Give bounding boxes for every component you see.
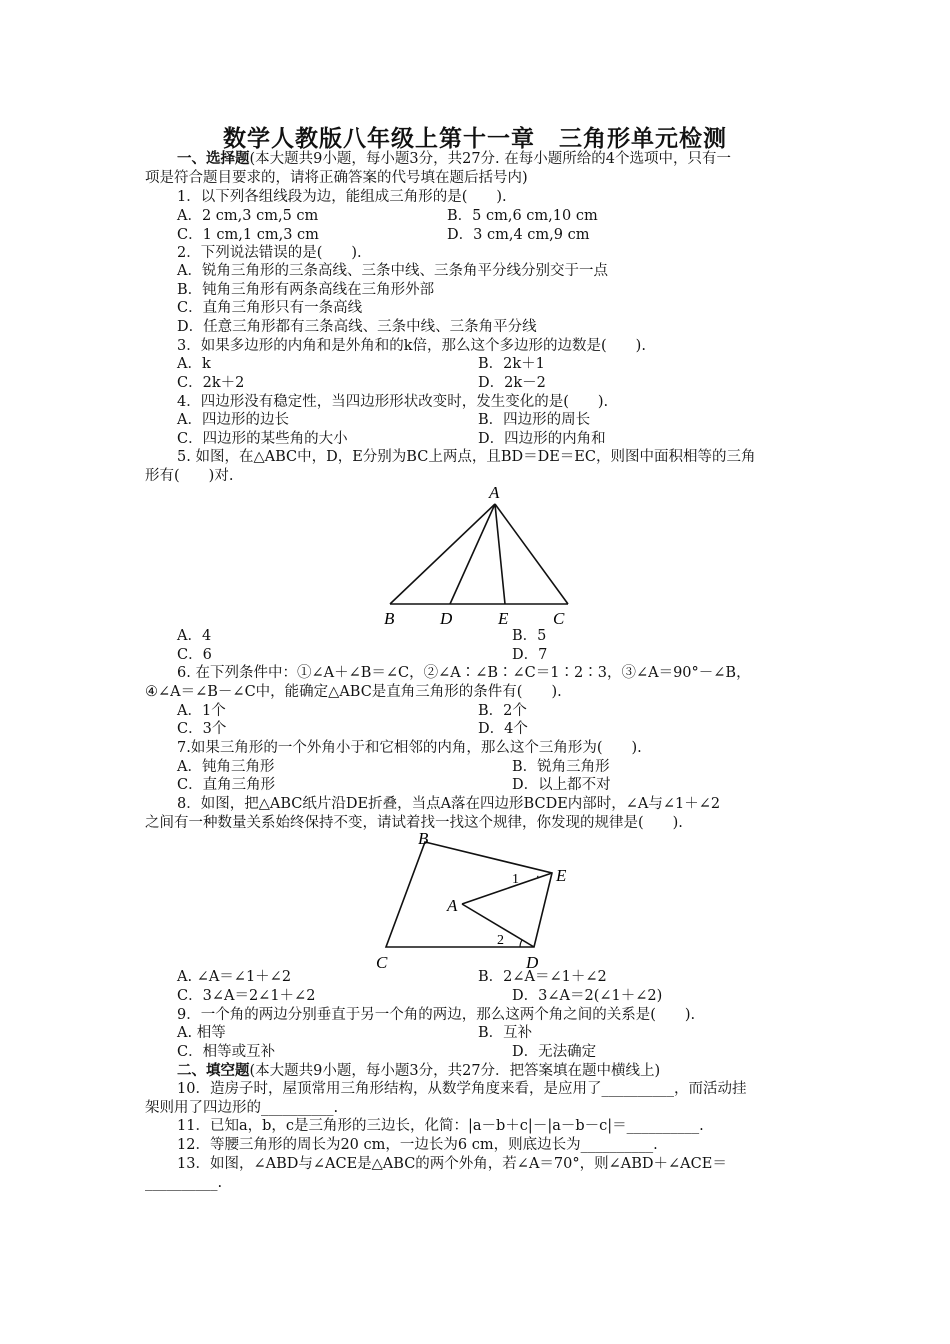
- q8-option-a: A. ∠A＝∠1＋∠2: [177, 969, 292, 985]
- q4-stem: 4．四边形没有稳定性，当四边形形状改变时，发生变化的是( ).: [177, 394, 609, 410]
- q1-option-a: A．2 cm,3 cm,5 cm: [177, 208, 319, 224]
- q5-segment-ab: [390, 504, 495, 604]
- q5-option-a: A．4: [177, 628, 212, 644]
- q5-option-d: D．7: [512, 647, 548, 663]
- page-title: 数学人教版八年级上第十一章 三角形单元检测: [223, 125, 727, 152]
- q7-option-d: D．以上都不对: [512, 777, 611, 793]
- q8-figure: [370, 828, 585, 971]
- q5-label-e: E: [498, 609, 509, 628]
- q6-option-d: D．4个: [478, 721, 528, 737]
- q8-label-b: B: [418, 829, 429, 848]
- q8-stem-1: 8．如图，把△ABC纸片沿DE折叠，当点A落在四边形BCDE内部时，∠A与∠1＋∠2: [177, 796, 721, 812]
- q5-label-a: A: [489, 483, 500, 502]
- q4-option-d: D．四边形的内角和: [478, 431, 606, 447]
- q2-option-a: A．锐角三角形的三条高线、三条中线、三条角平分线分别交于一点: [177, 263, 608, 279]
- section2-desc: (本大题共9小题，每小题3分，共27分．把答案填在题中横线上): [249, 1063, 661, 1079]
- q3-option-b: B．2k＋1: [478, 356, 545, 372]
- q6-option-c: C．3个: [177, 721, 227, 737]
- q10-line-2: 架则用了四边形的__________.: [145, 1100, 339, 1116]
- q8-quadrilateral-bcde: [386, 842, 552, 947]
- section2-heading-line: [177, 1062, 660, 1080]
- q2-option-b: B．钝角三角形有两条高线在三角形外部: [177, 282, 435, 298]
- q9-option-a: A. 相等: [177, 1025, 226, 1041]
- q1-stem: 1．以下列各组线段为边，能组成三角形的是( ).: [177, 189, 507, 205]
- q7-stem: 7.如果三角形的一个外角小于和它相邻的内角，那么这个三角形为( ).: [177, 740, 642, 756]
- section1-desc-1: (本大题共9小题，每小题3分，共27分. 在每小题所给的4个选项中，只有一: [249, 151, 731, 167]
- q8-label-e: E: [556, 866, 567, 885]
- q8-stem-2: 之间有一种数量关系始终保持不变，请试着找一找这个规律，你发现的规律是( ).: [145, 815, 683, 831]
- q1-option-d: D．3 cm,4 cm,9 cm: [447, 227, 590, 243]
- q9-option-b: B．互补: [478, 1025, 533, 1041]
- q13-line-1: 13．如图，∠ABD与∠ACE是△ABC的两个外角，若∠A＝70°，则∠ABD＋∠ACE＝: [177, 1156, 727, 1172]
- q3-option-d: D．2k－2: [478, 375, 546, 391]
- q8-option-d: D．3∠A＝2(∠1＋∠2): [512, 988, 663, 1004]
- q13-line-2: __________.: [145, 1175, 223, 1191]
- section1-heading-line: [177, 150, 731, 168]
- q7-option-a: A．钝角三角形: [177, 759, 275, 775]
- q5-option-b: B．5: [512, 628, 547, 644]
- q3-stem: 3．如果多边形的内角和是外角和的k倍，那么这个多边形的边数是( ).: [177, 338, 646, 354]
- q8-label-a: A: [447, 896, 458, 915]
- q3-option-c: C．2k＋2: [177, 375, 245, 391]
- q4-option-b: B．四边形的周长: [478, 412, 591, 428]
- q5-figure: [370, 482, 590, 630]
- q6-option-a: A．1个: [177, 703, 226, 719]
- q11-line: 11．已知a，b，c是三角形的三边长，化简：|a－b＋c|－|a－b－c|＝__________.: [177, 1118, 704, 1134]
- q5-option-c: C．6: [177, 647, 212, 663]
- q5-segment-ae: [495, 504, 505, 604]
- q9-option-c: C．相等或互补: [177, 1044, 276, 1060]
- q2-option-c: C．直角三角形只有一条高线: [177, 300, 363, 316]
- q9-stem: 9．一个角的两边分别垂直于另一个角的两边，那么这两个角之间的关系是( ).: [177, 1007, 696, 1023]
- q1-option-b: B．5 cm,6 cm,10 cm: [447, 208, 598, 224]
- q5-label-c: C: [553, 609, 565, 628]
- q5-stem-1: 5. 如图，在△ABC中，D，E分别为BC上两点，且BD＝DE＝EC，则图中面积相等的三角: [177, 449, 756, 465]
- q8-label-d: D: [526, 953, 539, 971]
- q8-angle-1-label: 1: [512, 872, 519, 887]
- section1-desc-2: 项是符合题目要求的，请将正确答案的代号填在题后括号内): [145, 170, 528, 186]
- q4-option-c: C．四边形的某些角的大小: [177, 431, 348, 447]
- q7-option-c: C．直角三角形: [177, 777, 276, 793]
- q8-label-c: C: [376, 953, 388, 971]
- q7-option-b: B．锐角三角形: [512, 759, 610, 775]
- q5-segment-ad: [450, 504, 495, 604]
- q6-option-b: B．2个: [478, 703, 527, 719]
- q8-option-b: B．2∠A＝∠1＋∠2: [478, 969, 607, 985]
- q10-line-1: 10．造房子时，屋顶常用三角形结构，从数学角度来看，是应用了__________，而活动挂: [177, 1081, 747, 1097]
- q8-angle-2-label: 2: [497, 933, 504, 948]
- q9-option-d: D．无法确定: [512, 1044, 597, 1060]
- q2-option-d: D．任意三角形都有三条高线、三条中线、三条角平分线: [177, 319, 537, 335]
- q8-option-c: C．3∠A＝2∠1＋∠2: [177, 988, 316, 1004]
- q6-stem-2: ④∠A＝∠B－∠C中，能确定△ABC是直角三角形的条件有( ).: [145, 684, 562, 700]
- q5-segment-ac: [495, 504, 568, 604]
- q5-stem-2: 形有( )对.: [145, 468, 234, 484]
- q12-line: 12．等腰三角形的周长为20 cm，一边长为6 cm，则底边长为__________.: [177, 1137, 658, 1153]
- section2-heading: 二、填空题: [177, 1062, 250, 1079]
- section1-heading: 一、选择题: [177, 150, 250, 167]
- q6-stem-1: 6. 在下列条件中：①∠A＋∠B＝∠C，②∠A∶∠B∶∠C＝1∶2∶3，③∠A＝90°－∠B，: [177, 665, 751, 681]
- q1-option-c: C．1 cm,1 cm,3 cm: [177, 227, 319, 243]
- q5-label-d: D: [440, 609, 453, 628]
- q5-label-b: B: [384, 609, 395, 628]
- q2-stem: 2．下列说法错误的是( ).: [177, 245, 362, 261]
- q8-angle-2-arc: [520, 940, 522, 947]
- q3-option-a: A．k: [177, 356, 211, 372]
- q4-option-a: A．四边形的边长: [177, 412, 289, 428]
